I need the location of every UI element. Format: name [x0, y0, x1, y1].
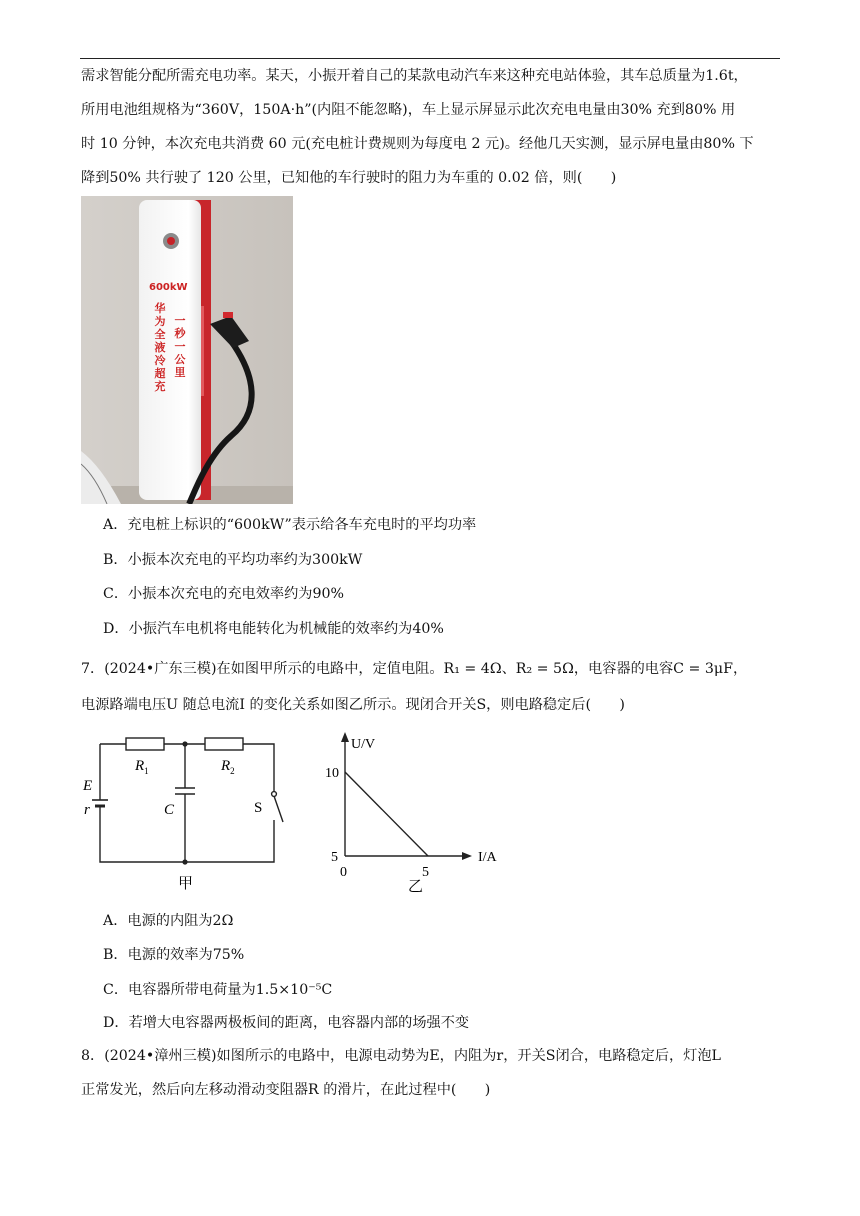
q6-line-4: 降到50% 共行驶了 120 公里，已知他的车行驶时的阻力为车重的 0.02 倍，则( ) — [81, 170, 617, 186]
x-tick-5: 5 — [422, 865, 429, 880]
internal-resistance-label: r — [84, 802, 90, 818]
q6-line-2: 所用电池组规格为“360V，150A·h”(内阻不能忽略)，车上显示屏显示此次充电电量由30% 充到80% 用 — [81, 102, 736, 118]
ui-graph — [320, 728, 520, 898]
r1-label: $R_1$ — [135, 758, 149, 776]
q7-option-b: B．电源的效率为75% — [103, 947, 245, 963]
q7-line-2: 电源路端电压U 随总电流I 的变化关系如图乙所示。现闭合开关S，则电路稳定后( ) — [81, 697, 625, 713]
figure-jia-caption: 甲 — [178, 876, 194, 892]
q6-option-c: C．小振本次充电的充电效率约为90% — [103, 586, 345, 602]
q6-option-a: A．充电桩上标识的“600kW”表示给各车充电时的平均功率 — [103, 517, 477, 533]
slogan-char: 一 — [174, 340, 186, 353]
q7-option-a: A．电源的内阻为2Ω — [103, 913, 234, 929]
q7-option-c: C．电容器所带电荷量为1.5×10⁻⁵C — [103, 982, 333, 998]
slogan-char: 超 — [154, 367, 166, 380]
q7-option-d: D．若增大电容器两极板间的距离，电容器内部的场强不变 — [103, 1015, 470, 1031]
power-rating-label: 600kW — [149, 282, 188, 293]
origin-label: 0 — [340, 865, 347, 880]
r2-label: $R_2$ — [221, 758, 235, 776]
slogan-column-1 — [153, 302, 167, 393]
slogan-char: 液 — [154, 341, 166, 354]
slogan-column-2 — [173, 314, 187, 379]
charging-pile-illustration — [81, 196, 293, 504]
capacitor-label: C — [164, 802, 175, 818]
slogan-char: 冷 — [154, 354, 166, 367]
q6-line-1: 需求智能分配所需充电功率。某天，小振开着自己的某款电动汽车来这种充电站体验，其车总质量为1.6t， — [81, 68, 748, 84]
slogan-char: 公 — [174, 353, 186, 366]
x-axis-arrow — [462, 852, 472, 860]
resistor-r1 — [126, 738, 164, 750]
q8-line-2: 正常发光，然后向左移动滑动变阻器R 的滑片，在此过程中( ) — [81, 1082, 491, 1098]
slogan-char: 华 — [154, 302, 166, 315]
switch-label: S — [254, 800, 263, 816]
slogan-char: 全 — [154, 328, 166, 341]
q8-line-1: 8．(2024•漳州三模)如图所示的电路中，电源电动势为E，内阻为r，开关S闭合，电路稳定后，灯泡L — [81, 1048, 721, 1064]
slogan-char: 为 — [154, 315, 166, 328]
emf-label: E — [83, 778, 93, 794]
slogan-char: 充 — [154, 380, 166, 393]
q6-option-b: B．小振本次充电的平均功率约为300kW — [103, 552, 363, 568]
y-axis-arrow — [341, 732, 349, 742]
slogan-char: 秒 — [174, 327, 186, 340]
slogan-char: 一 — [174, 314, 186, 327]
circuit-diagram — [78, 728, 298, 898]
q6-option-d: D．小振汽车电机将电能转化为机械能的效率约为40% — [103, 621, 444, 637]
y-tick-10: 10 — [325, 766, 339, 781]
resistor-r2 — [205, 738, 243, 750]
y-axis-label: U/V — [351, 737, 376, 752]
charging-pile-photo — [81, 196, 293, 504]
top-rule — [80, 58, 780, 59]
q6-line-3: 时 10 分钟，本次充电共消费 60 元(充电桩计费规则为每度电 2 元)。经他几天实测，显示屏电量由80% 下 — [81, 136, 754, 152]
figure-yi-caption: 乙 — [408, 879, 424, 895]
slogan-char: 里 — [174, 366, 186, 379]
x-axis-label: I/A — [478, 850, 497, 865]
q7-line-1: 7．(2024•广东三模)在如图甲所示的电路中，定值电阻。R₁ = 4Ω、R₂ = 5Ω，电容器的电容C = 3μF， — [81, 661, 748, 677]
y-tick-5: 5 — [331, 850, 338, 865]
ui-line — [345, 772, 428, 856]
